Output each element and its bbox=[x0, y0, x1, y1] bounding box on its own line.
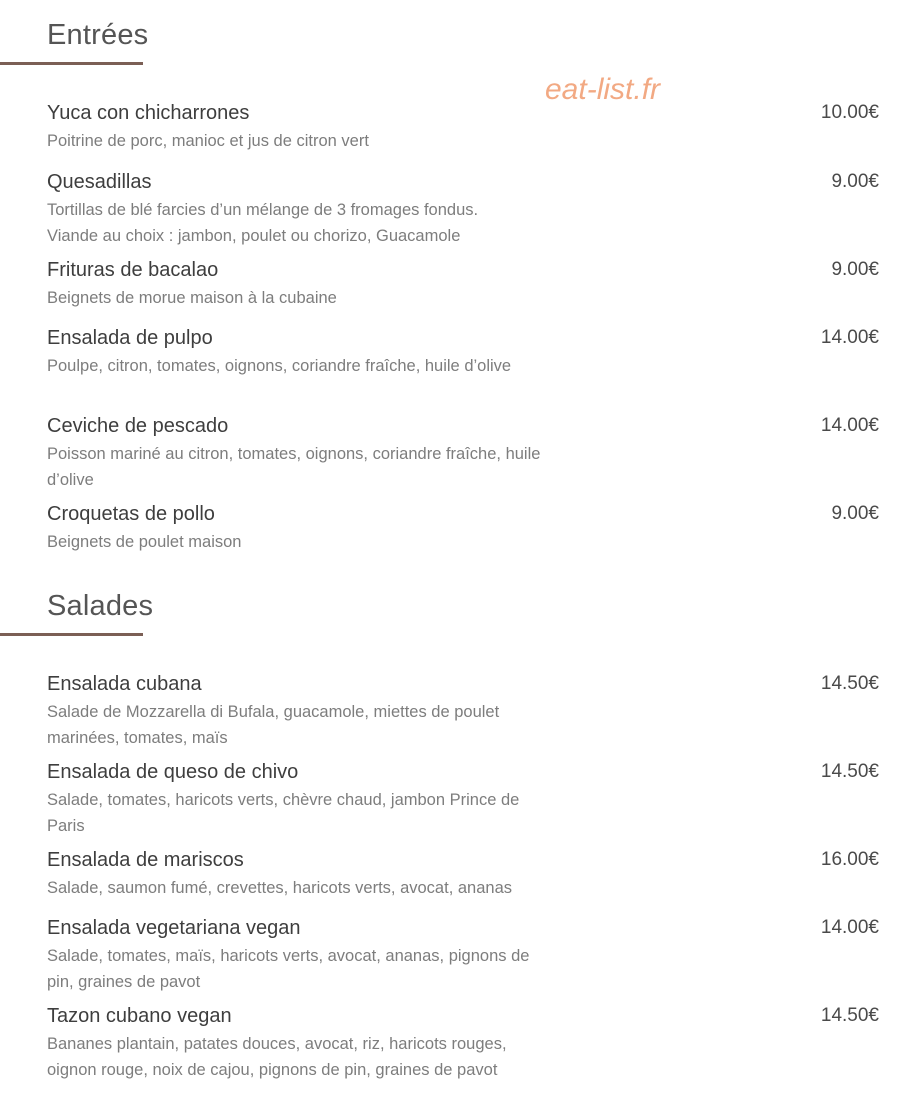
section-salades bbox=[0, 589, 904, 1089]
item-name: Ensalada cubana bbox=[47, 673, 202, 695]
item-price: 14.50€ bbox=[820, 673, 879, 694]
item-description: Salade, tomates, haricots verts, chèvre chaud, jambon Prince de Paris bbox=[47, 791, 520, 835]
section-title: Entrées bbox=[47, 19, 149, 51]
item-description: Salade, tomates, maïs, haricots verts, avocat, ananas, pignons de pin, graines de pavot bbox=[47, 947, 530, 991]
item-price: 16.00€ bbox=[820, 849, 879, 870]
item-description: Beignets de poulet maison bbox=[47, 533, 242, 551]
section-title: Salades bbox=[47, 590, 154, 622]
item-description: Poitrine de porc, manioc et jus de citron vert bbox=[47, 132, 369, 150]
item-description: Poulpe, citron, tomates, oignons, coriandre fraîche, huile d’olive bbox=[47, 357, 512, 375]
item-price: 9.00€ bbox=[831, 259, 879, 280]
item-description: Tortillas de blé farcies d’un mélange de 3 fromages fondus. Viande au choix : jambon, poulet ou chorizo, Guacamole bbox=[47, 201, 479, 245]
watermark: eat-list.fr bbox=[545, 73, 661, 106]
item-price: 10.00€ bbox=[820, 102, 879, 123]
item-name: Tazon cubano vegan bbox=[47, 1005, 232, 1027]
item-price: 9.00€ bbox=[831, 503, 879, 524]
item-description: Salade de Mozzarella di Bufala, guacamole, miettes de poulet marinées, tomates, maïs bbox=[47, 703, 500, 747]
item-name: Ensalada de mariscos bbox=[47, 849, 244, 871]
item-description: Poisson mariné au citron, tomates, oignons, coriandre fraîche, huile d’olive bbox=[47, 445, 541, 489]
item-name: Frituras de bacalao bbox=[47, 259, 219, 281]
item-description: Beignets de morue maison à la cubaine bbox=[47, 289, 337, 307]
item-name: Yuca con chicharrones bbox=[47, 102, 250, 124]
item-description: Bananes plantain, patates douces, avocat, riz, haricots rouges, oignon rouge, noix de cajou, pignons de pin, graines de pavot bbox=[47, 1035, 507, 1079]
item-name: Ceviche de pescado bbox=[47, 415, 229, 437]
item-name: Croquetas de pollo bbox=[47, 503, 215, 525]
item-price: 14.00€ bbox=[820, 415, 879, 436]
item-name: Ensalada vegetariana vegan bbox=[47, 917, 301, 939]
item-name: Ensalada de pulpo bbox=[47, 327, 213, 349]
item-price: 14.00€ bbox=[820, 917, 879, 938]
item-price: 14.00€ bbox=[820, 327, 879, 348]
item-name: Quesadillas bbox=[47, 171, 152, 193]
section-divider bbox=[0, 62, 143, 65]
item-name: Ensalada de queso de chivo bbox=[47, 761, 299, 783]
section-entrees bbox=[0, 18, 904, 558]
item-description: Salade, saumon fumé, crevettes, haricots verts, avocat, ananas bbox=[47, 879, 512, 897]
section-divider bbox=[0, 633, 143, 636]
item-price: 14.50€ bbox=[820, 761, 879, 782]
item-price: 14.50€ bbox=[820, 1005, 879, 1026]
item-price: 9.00€ bbox=[831, 171, 879, 192]
